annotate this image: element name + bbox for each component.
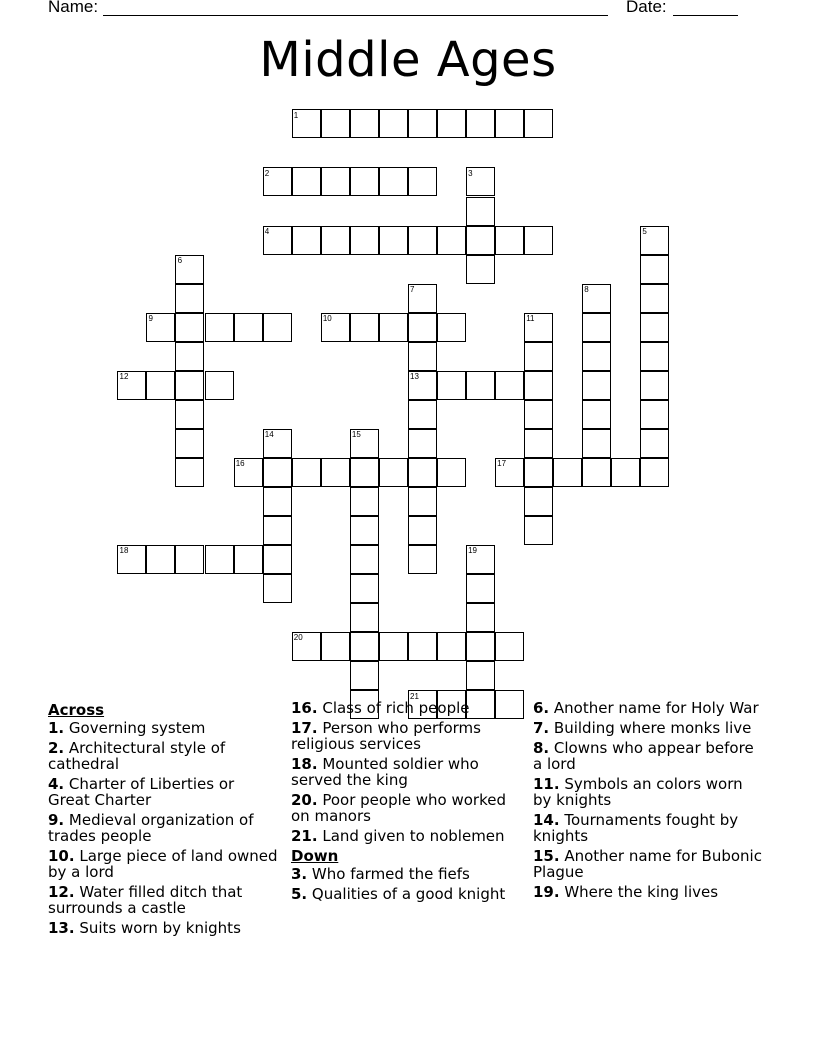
- grid-cell[interactable]: [466, 197, 495, 226]
- clue-number-6: 6: [177, 255, 183, 265]
- across-clue-list-continued: [291, 700, 521, 844]
- clue-num: 10.: [48, 847, 75, 865]
- grid-cell[interactable]: [350, 661, 379, 690]
- clue-number-15: 15: [351, 430, 361, 440]
- grid-cell[interactable]: [350, 603, 379, 632]
- grid-cell[interactable]: [379, 109, 408, 138]
- grid-cell[interactable]: [466, 226, 495, 255]
- down-clue-list: [291, 866, 521, 902]
- grid-cell[interactable]: [175, 342, 204, 371]
- across-clue: [291, 756, 521, 788]
- grid-cell[interactable]: [205, 545, 234, 574]
- grid-cell[interactable]: [553, 458, 582, 487]
- clue-text: Clowns who appear before a lord: [533, 739, 754, 773]
- grid-cell[interactable]: [263, 574, 292, 603]
- clue-num: 3.: [291, 865, 308, 883]
- grid-cell[interactable]: [263, 487, 292, 516]
- grid-cell[interactable]: [524, 342, 553, 371]
- clues-column-3: [533, 700, 763, 904]
- grid-cell[interactable]: [408, 545, 437, 574]
- grid-cell[interactable]: [524, 109, 553, 138]
- grid-cell[interactable]: [350, 487, 379, 516]
- grid-cell[interactable]: [408, 167, 437, 196]
- grid-cell[interactable]: [205, 313, 234, 342]
- grid-cell[interactable]: [234, 545, 263, 574]
- grid-cell[interactable]: [495, 371, 524, 400]
- clue-text: Who farmed the fiefs: [307, 865, 470, 883]
- clue-num: 21.: [291, 827, 318, 845]
- clues-column-1: [48, 700, 278, 940]
- grid-cell[interactable]: [437, 109, 466, 138]
- grid-cell[interactable]: [582, 458, 611, 487]
- across-clue: [48, 884, 278, 916]
- clue-text: Charter of Liberties or Great Charter: [48, 775, 235, 809]
- clue-text: Large piece of land owned by a lord: [48, 847, 278, 881]
- clue-num: 19.: [533, 883, 560, 901]
- clue-text: Tournaments fought by knights: [533, 811, 739, 845]
- grid-cell[interactable]: [524, 226, 553, 255]
- grid-cell[interactable]: [437, 632, 466, 661]
- grid-cell[interactable]: [640, 400, 669, 429]
- clue-text: Where the king lives: [559, 883, 719, 901]
- clue-number-20: 20: [293, 633, 303, 643]
- grid-cell[interactable]: [175, 284, 204, 313]
- down-clue: [533, 740, 763, 772]
- grid-cell[interactable]: [466, 109, 495, 138]
- grid-cell[interactable]: [321, 109, 350, 138]
- across-clue: [291, 792, 521, 824]
- clue-num: 16.: [291, 699, 318, 717]
- grid-cell[interactable]: [175, 458, 204, 487]
- grid-cell[interactable]: [292, 226, 321, 255]
- across-clue: [48, 740, 278, 772]
- clue-text: Architectural style of cathedral: [48, 739, 226, 773]
- grid-cell[interactable]: [437, 313, 466, 342]
- clue-number-1: 1: [293, 110, 299, 120]
- clue-num: 8.: [533, 739, 550, 757]
- clue-text: Class of rich people: [317, 699, 470, 717]
- clue-text: Symbols an colors worn by knights: [533, 775, 743, 809]
- grid-cell[interactable]: [350, 109, 379, 138]
- clue-number-11: 11: [526, 313, 535, 323]
- grid-cell[interactable]: [379, 458, 408, 487]
- across-clue: [291, 828, 521, 844]
- clue-num: 6.: [533, 699, 550, 717]
- clue-number-13: 13: [410, 371, 419, 381]
- clue-number-9: 9: [148, 313, 153, 323]
- grid-cell[interactable]: [640, 342, 669, 371]
- grid-cell[interactable]: [582, 400, 611, 429]
- grid-cell[interactable]: [292, 167, 321, 196]
- clue-num: 7.: [533, 719, 550, 737]
- clue-text: Another name for Bubonic Plague: [533, 847, 762, 881]
- across-clue: [48, 776, 278, 808]
- grid-cell[interactable]: [495, 632, 524, 661]
- down-clue: [291, 886, 521, 902]
- across-clue: [291, 720, 521, 752]
- clue-number-2: 2: [264, 168, 270, 178]
- clue-num: 14.: [533, 811, 560, 829]
- grid-cell[interactable]: [234, 313, 263, 342]
- grid-cell[interactable]: [379, 167, 408, 196]
- grid-cell[interactable]: [640, 255, 669, 284]
- down-clue: [533, 776, 763, 808]
- name-label: Name:: [48, 0, 99, 16]
- across-clue: [291, 700, 521, 716]
- grid-cell[interactable]: [611, 458, 640, 487]
- clue-num: 17.: [291, 719, 318, 737]
- clue-number-5: 5: [642, 226, 647, 236]
- grid-cell[interactable]: [437, 371, 466, 400]
- grid-cell[interactable]: [640, 313, 669, 342]
- down-clue-list-continued: [533, 700, 763, 900]
- clue-number-8: 8: [584, 284, 589, 294]
- grid-cell[interactable]: [408, 487, 437, 516]
- grid-cell[interactable]: [524, 371, 553, 400]
- grid-cell[interactable]: [582, 313, 611, 342]
- grid-cell[interactable]: [350, 313, 379, 342]
- grid-cell[interactable]: [408, 109, 437, 138]
- grid-cell[interactable]: [524, 516, 553, 545]
- grid-cell[interactable]: [175, 545, 204, 574]
- grid-cell[interactable]: [146, 371, 175, 400]
- grid-cell[interactable]: [321, 167, 350, 196]
- clue-text: Medieval organization of trades people: [48, 811, 254, 845]
- grid-cell[interactable]: [640, 371, 669, 400]
- grid-cell[interactable]: [466, 661, 495, 690]
- grid-cell[interactable]: [146, 545, 175, 574]
- clues-column-2: [291, 700, 521, 906]
- grid-cell[interactable]: [321, 458, 350, 487]
- grid-cell[interactable]: [321, 632, 350, 661]
- grid-cell[interactable]: [408, 313, 437, 342]
- grid-cell[interactable]: [263, 545, 292, 574]
- grid-cell[interactable]: [292, 458, 321, 487]
- grid-cell[interactable]: [466, 255, 495, 284]
- clue-number-7: 7: [410, 284, 415, 294]
- clue-text: Governing system: [64, 719, 206, 737]
- grid-cell[interactable]: [582, 371, 611, 400]
- down-heading: Down: [291, 847, 339, 865]
- clue-text: Another name for Holy War: [549, 699, 759, 717]
- across-clue: [48, 848, 278, 880]
- grid-cell[interactable]: [379, 313, 408, 342]
- grid-cell[interactable]: [205, 371, 234, 400]
- clue-num: 11.: [533, 775, 560, 793]
- clue-number-4: 4: [264, 226, 270, 236]
- grid-cell[interactable]: [408, 516, 437, 545]
- grid-cell[interactable]: [408, 400, 437, 429]
- grid-cell[interactable]: [350, 458, 379, 487]
- grid-cell[interactable]: [495, 109, 524, 138]
- clue-number-12: 12: [119, 371, 129, 381]
- clue-text: Land given to noblemen: [317, 827, 505, 845]
- clue-num: 15.: [533, 847, 560, 865]
- grid-cell[interactable]: [379, 226, 408, 255]
- down-clue: [533, 812, 763, 844]
- grid-cell[interactable]: [524, 487, 553, 516]
- clue-num: 18.: [291, 755, 318, 773]
- grid-cell[interactable]: [263, 516, 292, 545]
- across-heading: Across: [48, 701, 105, 719]
- grid-cell[interactable]: [408, 429, 437, 458]
- down-clue: [533, 700, 763, 716]
- grid-cell[interactable]: [408, 342, 437, 371]
- clue-number-21: 21: [410, 691, 419, 701]
- across-clue: [48, 812, 278, 844]
- grid-cell[interactable]: [437, 226, 466, 255]
- clue-num: 1.: [48, 719, 65, 737]
- across-clue: [48, 920, 278, 936]
- clue-number-10: 10: [322, 313, 332, 323]
- grid-cell[interactable]: [379, 632, 408, 661]
- grid-cell[interactable]: [263, 458, 292, 487]
- grid-cell[interactable]: [408, 632, 437, 661]
- grid-cell[interactable]: [408, 226, 437, 255]
- grid-cell[interactable]: [524, 400, 553, 429]
- clue-number-14: 14: [264, 430, 274, 440]
- grid-cell[interactable]: [350, 632, 379, 661]
- grid-cell[interactable]: [350, 545, 379, 574]
- grid-cell[interactable]: [321, 226, 350, 255]
- grid-cell[interactable]: [640, 458, 669, 487]
- grid-cell[interactable]: [175, 400, 204, 429]
- grid-cell[interactable]: [640, 284, 669, 313]
- clue-num: 4.: [48, 775, 65, 793]
- grid-cell[interactable]: [350, 167, 379, 196]
- clue-text: Building where monks live: [549, 719, 752, 737]
- down-clue: [533, 848, 763, 880]
- grid-cell[interactable]: [524, 429, 553, 458]
- clue-num: 12.: [48, 883, 75, 901]
- grid-cell[interactable]: [437, 458, 466, 487]
- grid-cell[interactable]: [582, 342, 611, 371]
- clue-text: Mounted soldier who served the king: [291, 755, 479, 789]
- down-clue: [533, 720, 763, 736]
- clue-num: 5.: [291, 885, 308, 903]
- grid-cell[interactable]: [466, 603, 495, 632]
- clue-number-3: 3: [468, 168, 473, 178]
- clue-number-17: 17: [497, 459, 507, 469]
- clue-text: Suits worn by knights: [74, 919, 241, 937]
- grid-cell[interactable]: [175, 313, 204, 342]
- across-clue: [48, 720, 278, 736]
- grid-cell[interactable]: [350, 574, 379, 603]
- clue-number-16: 16: [235, 459, 245, 469]
- grid-cell[interactable]: [466, 632, 495, 661]
- grid-cell[interactable]: [408, 458, 437, 487]
- grid-cell[interactable]: [466, 574, 495, 603]
- grid-cell[interactable]: [495, 226, 524, 255]
- grid-cell[interactable]: [175, 429, 204, 458]
- across-clue-list: [48, 720, 278, 936]
- down-clue: [291, 866, 521, 882]
- grid-cell[interactable]: [582, 429, 611, 458]
- clue-num: 20.: [291, 791, 318, 809]
- grid-cell[interactable]: [640, 429, 669, 458]
- date-label: Date:: [626, 0, 667, 16]
- clue-text: Person who performs religious services: [291, 719, 481, 753]
- clue-num: 2.: [48, 739, 65, 757]
- clue-text: Qualities of a good knight: [307, 885, 506, 903]
- page-title: Middle Ages: [259, 32, 557, 88]
- down-clue: [533, 884, 763, 900]
- grid-cell[interactable]: [524, 458, 553, 487]
- grid-cell[interactable]: [350, 516, 379, 545]
- grid-cell[interactable]: [263, 313, 292, 342]
- clue-num: 13.: [48, 919, 75, 937]
- grid-cell[interactable]: [175, 371, 204, 400]
- clue-text: Water filled ditch that surrounds a castle: [48, 883, 243, 917]
- grid-cell[interactable]: [466, 371, 495, 400]
- grid-cell[interactable]: [350, 226, 379, 255]
- clue-number-19: 19: [468, 546, 477, 556]
- clue-num: 9.: [48, 811, 65, 829]
- clue-number-18: 18: [119, 546, 129, 556]
- clue-text: Poor people who worked on manors: [291, 791, 506, 825]
